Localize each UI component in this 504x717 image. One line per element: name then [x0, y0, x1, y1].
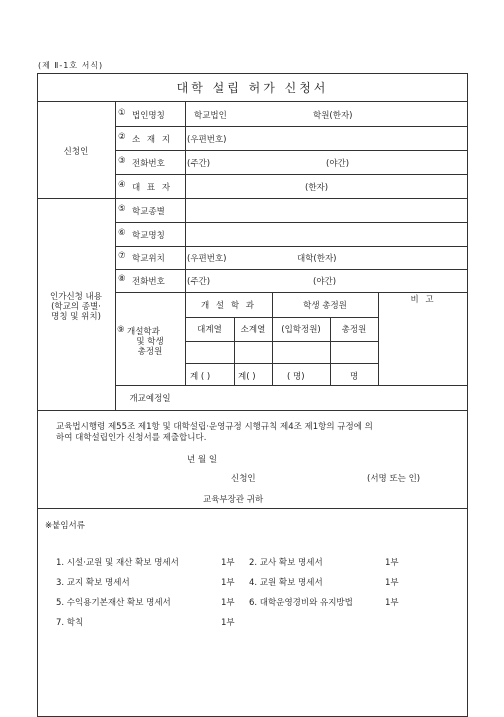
attachment-count: 1부 [221, 618, 235, 628]
declaration-sign: (서명 또는 인) [367, 474, 421, 484]
attachment-count: 1부 [385, 578, 399, 588]
column-header-dept: 개 설 학 과 [201, 301, 256, 311]
field-extra: (한자) [305, 183, 329, 193]
field-label: 법인명칭 [132, 111, 165, 121]
sum-small: 계( ) [238, 372, 256, 382]
declaration-text: 교육법시행령 제55조 제1항 및 대학설립·운영규정 시행규칙 제4조 제1항의 규정에 의 [56, 422, 373, 432]
attachment-item: 2. 교사 확보 명세서 [249, 558, 323, 568]
application-section-label: 명칭 및 위치) [51, 312, 101, 322]
row-num: ① [118, 108, 126, 118]
row-num: ⑧ [118, 274, 126, 284]
field-value: (우편번호) [187, 135, 227, 145]
field-label: 대 표 자 [132, 183, 173, 193]
field-value: (우편번호) [187, 254, 227, 264]
field-value: (주간) [187, 159, 211, 169]
divider-col-section [115, 101, 116, 410]
form-title: 대학 설립 허가 신청서 [176, 81, 329, 95]
attachment-item: 3. 교지 확보 명세서 [56, 578, 130, 588]
divider-row1 [115, 126, 468, 127]
row-num: ⑨ [117, 325, 125, 335]
field-value: 학교법인 [194, 111, 227, 121]
field-extra: (야간) [326, 159, 350, 169]
row-num: ⑦ [118, 251, 126, 261]
row-num: ⑥ [118, 228, 126, 238]
declaration-addressee: 교육부장관 귀하 [203, 495, 264, 505]
attachment-item: 6. 대학운영경비와 유지방법 [249, 598, 353, 608]
column-sub-admission: (입학정원) [281, 325, 321, 335]
field-extra: 대학(한자) [297, 254, 337, 264]
field-label: 학교종별 [132, 207, 165, 217]
divider-row3 [115, 174, 468, 175]
divider-table-end [37, 410, 468, 411]
attachment-count: 1부 [221, 578, 235, 588]
attachment-count: 1부 [385, 598, 399, 608]
divider-dept-sum [185, 363, 378, 364]
field-extra: 학원(한자) [313, 111, 353, 121]
divider-col-label [185, 101, 186, 385]
divider-title [37, 101, 468, 102]
application-form [37, 73, 468, 717]
divider-row6 [115, 246, 468, 247]
attachment-item: 4. 교원 확보 명세서 [249, 578, 323, 588]
applicant-section-label: 신청인 [63, 147, 89, 157]
opening-date-label: 개교예정일 [129, 394, 171, 404]
divider-row5 [115, 222, 468, 223]
column-header-note: 비 고 [410, 295, 436, 305]
row-num: ② [118, 132, 126, 142]
attachment-count: 1부 [385, 558, 399, 568]
attachment-item: 7. 학칙 [56, 618, 84, 628]
divider-dept-blank [185, 341, 378, 342]
column-sub-small: 소계열 [240, 325, 266, 335]
row-num: ⑤ [118, 204, 126, 214]
declaration-date: 년 월 일 [187, 455, 218, 465]
divider-dept-sub [185, 317, 378, 318]
attachment-item: 5. 수익용기본재산 확보 명세서 [56, 598, 171, 608]
field-label: 전화번호 [132, 159, 165, 169]
field-label: 학교위치 [132, 254, 165, 264]
attachment-count: 1부 [221, 598, 235, 608]
field-extra: (야간) [313, 277, 337, 287]
row-num: ③ [118, 156, 126, 166]
divider-col-total [378, 292, 379, 385]
field-value: (주간) [187, 277, 211, 287]
divider-row7 [115, 269, 468, 270]
sum-total: 명 [350, 372, 359, 382]
field-label: 전화번호 [132, 277, 165, 287]
dept-label: 총정원 [137, 347, 163, 357]
divider-row2 [115, 150, 468, 151]
sum-admission: ( 명) [287, 372, 305, 382]
dept-label: 개설학과 [127, 327, 160, 337]
divider-section [37, 198, 468, 199]
attachments-heading: ※붙임서류 [45, 521, 85, 531]
field-label: 소 재 지 [132, 135, 173, 145]
column-header-students: 학생 총정원 [303, 301, 347, 311]
declaration-applicant: 신청인 [231, 474, 256, 484]
attachment-count: 1부 [221, 558, 235, 568]
field-label: 학교명칭 [132, 231, 165, 241]
form-code: (제 Ⅱ-1호 서식) [38, 61, 104, 70]
divider-declaration-end [37, 508, 468, 509]
attachment-item: 1. 시설·교원 및 재산 확보 명세서 [56, 558, 179, 568]
dept-label: 및 학생 [136, 337, 164, 347]
divider-dept-end [115, 385, 468, 386]
application-section-label: (학교의 종별· [51, 302, 101, 312]
sum-series: 계 ( ) [190, 372, 211, 382]
application-section-label: 인가신청 내용 [50, 292, 102, 302]
declaration-text: 하여 대학설립인가 신청서를 제출합니다. [56, 433, 207, 443]
column-sub-series: 대계열 [197, 325, 222, 335]
column-sub-total: 총정원 [341, 325, 367, 335]
row-num: ④ [118, 180, 126, 190]
